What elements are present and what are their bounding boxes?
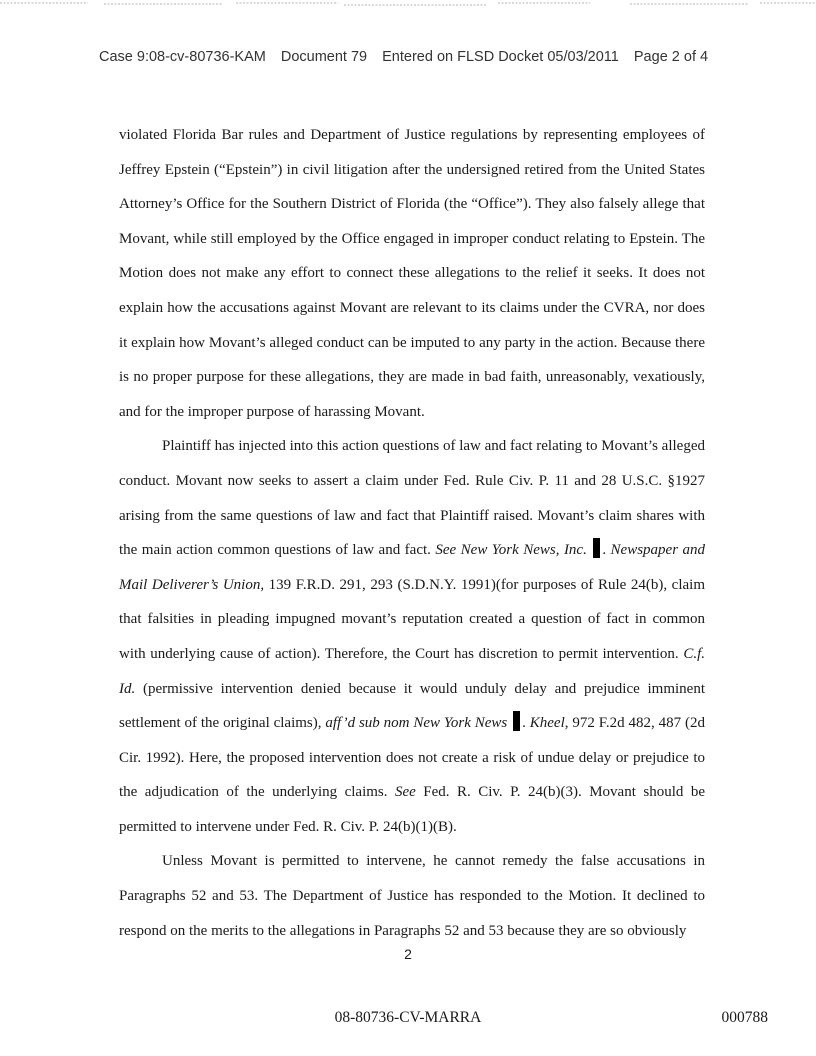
text-run: , 139 F.R.D. 291, 293 (S.D.N.Y. 1991)(for purposes of Rule 24(b), claim that falsities in pleading impugned movant’s reputation created a question of fact in common with underlying cause of action). Therefore, the Court has discretion to permit intervention. xyxy=(119,576,706,662)
citation-italic: Kheel xyxy=(529,715,565,732)
text-run: (permissive intervention denied because it would unduly delay and prejudice imminent settlement of the original claims), xyxy=(119,680,705,732)
paragraph xyxy=(119,429,705,844)
text-run: violated Florida Bar rules and Department of Justice regulations by representing employees of Jeffrey Epstein (“Epstein”) in civil litigation after the undersigned retired from the United States Attorney’s Office for the Southern District of Florida (the “Office”). They also falsely allege that Movant, while still employed by the Office engaged in improper conduct relating to Epstein. The Motion does not make any effort to connect these allegations to the relief it seeks. It does not explain how the accusations against Movant are relevant to its claims under the CVRA, nor does it explain how Movant’s alleged conduct can be imputed to any party in the action. Because there is no proper purpose for these allegations, they are made in bad faith, unreasonably, vexatiously, and for the improper purpose of harassing Movant. xyxy=(119,127,705,420)
header-document: Document 79 xyxy=(280,49,368,65)
text-run: Plaintiff has injected into this action questions of law and fact relating to Movant’s alleged conduct. Movant now seeks to assert a claim under Fed. Rule Civ. P. 11 and 28 U.S.C. §1927 arising from the same questions of law and fact that Plaintiff raised. Movant’s claim shares with the main action common questions of law and fact. xyxy=(119,438,705,559)
redaction-mark xyxy=(513,711,520,731)
header-entered: Entered on FLSD Docket 05/03/2011 xyxy=(382,49,619,65)
header-page: Page 2 of 4 xyxy=(633,49,709,65)
citation-italic: See New York News, Inc. xyxy=(435,542,587,559)
text-run: . xyxy=(522,715,530,732)
paragraph xyxy=(119,118,705,429)
text-run xyxy=(507,715,511,731)
text-run: , 972 F.2d 482, 487 (2d Cir. 1992). Here, the proposed intervention does not create a risk of undue delay or prejudice to the adjudication of the underlying claims. xyxy=(119,715,706,801)
docket-header xyxy=(99,49,799,65)
text-run: Fed. R. Civ. P. 24(b)(3). Movant should be permitted to intervene under Fed. R. Civ. P. 24(b)(1)(B). xyxy=(119,784,705,835)
footer-case-number: 08-80736-CV-MARRA xyxy=(334,1009,482,1026)
text-run: Unless Movant is permitted to intervene, he cannot remedy the false accusations in Paragraphs 52 and 53. The Department of Justice has responded to the Motion. It declined to respond on the merits to the allegations in Paragraphs 52 and 53 because they are so obviously xyxy=(119,853,705,939)
paragraph xyxy=(119,844,705,948)
header-case: Case 9:08-cv-80736-KAM xyxy=(99,49,266,65)
page-number: 2 xyxy=(404,946,412,962)
redaction-mark xyxy=(593,538,600,558)
scan-artifact-top xyxy=(0,0,816,10)
citation-italic: Newspaper and Mail Deliverer’s Union xyxy=(119,542,705,593)
citation-italic: aff’d sub nom New York News xyxy=(325,715,508,732)
body-text xyxy=(119,118,705,948)
citation-italic: C.f. Id. xyxy=(119,645,705,697)
text-run xyxy=(587,542,591,558)
text-run: . xyxy=(602,542,611,559)
citation-italic: See xyxy=(394,784,416,801)
bates-number: 000788 xyxy=(721,1009,768,1026)
